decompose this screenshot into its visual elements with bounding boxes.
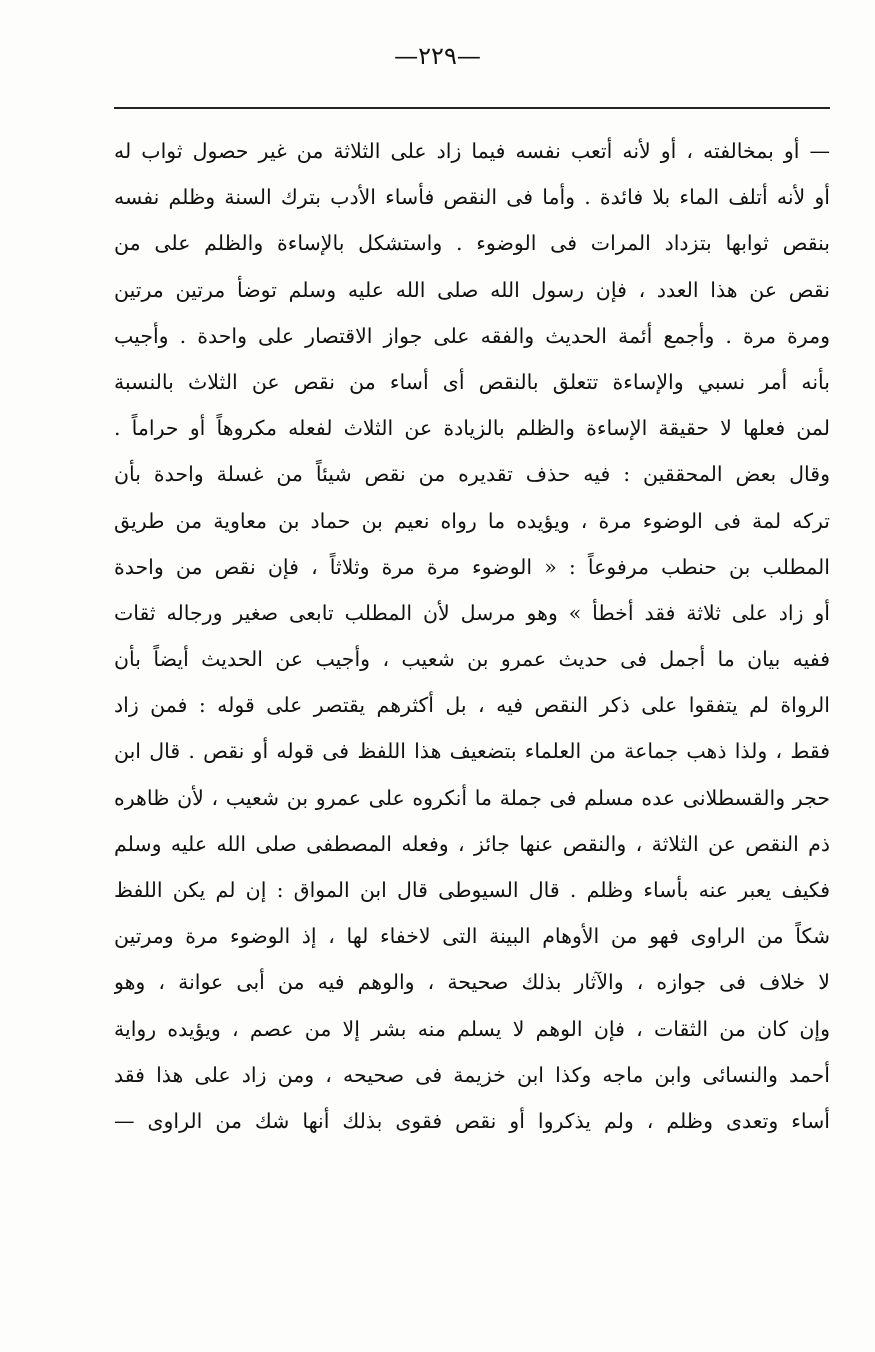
text-line: وقال بعض المحققين : فيه حذف تقديره من نقص شيئاً من غسلة واحدة بأن [114, 462, 830, 487]
text-line: أو لأنه أتلف الماء بلا فائدة . وأما فى النقص فأساء الأدب بترك السنة وظلم نفسه [114, 185, 830, 210]
text-line: بنقص ثوابها بتزداد المرات فى الوضوء . واستشكل بالإساءة والظلم على من [114, 231, 830, 256]
text-line: تركه لمة فى الوضوء مرة ، ويؤيده ما رواه نعيم بن حماد بن معاوية من طريق [114, 508, 830, 533]
text-line: أو زاد على ثلاثة فقد أخطأ » وهو مرسل لأن المطلب تابعى صغير ورجاله ثقات [114, 600, 830, 625]
header-rule [114, 107, 830, 109]
text-line: نقص عن هذا العدد ، فإن رسول الله صلى الله عليه وسلم توضأ مرتين مرتين [114, 277, 830, 302]
text-line: الرواة لم يتفقوا على ذكر النقص فيه ، بل أكثرهم يقتصر على قوله : فمن زاد [114, 693, 830, 718]
text-line: وإن كان من الثقات ، فإن الوهم لا يسلم منه بشر إلا من عصم ، ويؤيده رواية [114, 1016, 830, 1041]
text-line: أحمد والنسائى وابن ماجه وكذا ابن خزيمة فى صحيحه ، ومن زاد على هذا فقد [114, 1062, 830, 1087]
text-line: ومرة مرة . وأجمع أئمة الحديث والفقه على جواز الاقتصار على واحدة . وأجيب [114, 323, 830, 348]
text-line: المطلب بن حنطب مرفوعاً : « الوضوء مرة مرة وثلاثاً ، فإن نقص من واحدة [114, 554, 830, 579]
page-number: —٢٢٩— [394, 42, 481, 70]
body-text [114, 128, 830, 1144]
text-line: — أو بمخالفته ، أو لأنه أتعب نفسه فيما زاد على الثلاثة من غير حصول ثواب له [114, 139, 830, 163]
text-line: ففيه بيان ما أجمل فى حديث عمرو بن شعيب ، وأجيب عن الحديث أيضاً بأن [114, 647, 830, 672]
text-line: لا خلاف فى جوازه ، والآثار بذلك صحيحة ، والوهم فيه من أبى عوانة ، وهو [114, 970, 830, 995]
text-line: بأنه أمر نسبي والإساءة تتعلق بالنقص أى أساء من نقص عن الثلاث بالنسبة [114, 369, 830, 394]
text-line: حجر والقسطلانى عده مسلم فى جملة ما أنكروه على عمرو بن شعيب ، لأن ظاهره [114, 785, 830, 810]
text-line: فقط ، ولذا ذهب جماعة من العلماء بتضعيف هذا اللفظ فى قوله أو نقص . قال ابن [114, 739, 830, 764]
text-line: ذم النقص عن الثلاثة ، والنقص عنها جائز ، وفعله المصطفى صلى الله عليه وسلم [114, 831, 830, 856]
text-line: فكيف يعبر عنه بأساء وظلم . قال السيوطى قال ابن المواق : إن لم يكن اللفظ [114, 878, 830, 902]
text-line: لمن فعلها لا حقيقة الإساءة والظلم بالزيادة عن الثلاث لفعله مكروهاً أو حراماً . [114, 416, 830, 441]
text-line: شكاً من الراوى فهو من الأوهام البينة التى لاخفاء لها ، إذ الوضوء مرة ومرتين [114, 924, 830, 949]
text-line: أساء وتعدى وظلم ، ولم يذكروا أو نقص فقوى بذلك أنها شك من الراوى — [114, 1108, 830, 1133]
